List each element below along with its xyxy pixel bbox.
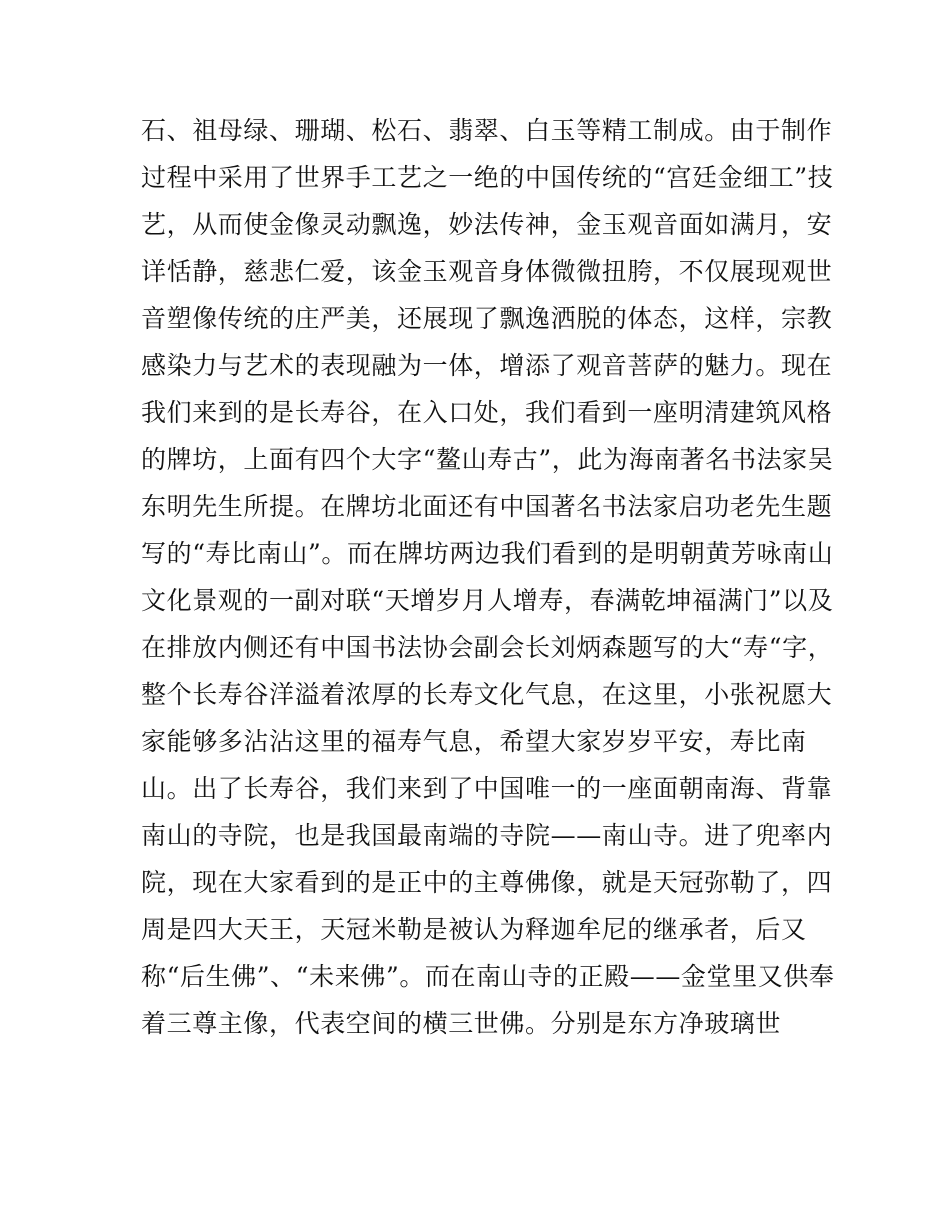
text-line: 写的“寿比南山”。而在牌坊两边我们看到的是明朝黄芳咏南山 (141, 539, 834, 568)
text-line: 的牌坊，上面有四个大字“鳌山寿古”，此为海南著名书法家吴 (141, 445, 834, 474)
text-line: 称“后生佛”、“未来佛”。而在南山寺的正殿——金堂里又供奉 (141, 962, 835, 991)
text-line: 东明先生所提。在牌坊北面还有中国著名书法家启功老先生题 (141, 492, 833, 521)
body-text (141, 107, 835, 1047)
text-line: 着三尊主像，代表空间的横三世佛。分别是东方净玻璃世 (141, 1009, 782, 1038)
text-line: 周是四大天王，天冠米勒是被认为释迦牟尼的继承者，后又 (141, 915, 807, 944)
text-line: 院，现在大家看到的是正中的主尊佛像，就是天冠弥勒了，四 (141, 868, 833, 897)
text-line: 过程中采用了世界手工艺之一绝的中国传统的“宫廷金细工”技 (141, 163, 834, 192)
text-line: 我们来到的是长寿谷，在入口处，我们看到一座明清建筑风格 (141, 398, 833, 427)
text-line: 在排放内侧还有中国书法协会副会长刘炳森题写的大“寿“字， (141, 633, 834, 662)
text-line: 艺，从而使金像灵动飘逸，妙法传神，金玉观音面如满月，安 (141, 210, 833, 239)
text-line: 详恬静，慈悲仁爱，该金玉观音身体微微扭胯，不仅展现观世 (141, 257, 833, 286)
text-line: 音塑像传统的庄严美，还展现了飘逸洒脱的体态，这样，宗教 (141, 304, 833, 333)
text-line: 南山的寺院，也是我国最南端的寺院——南山寺。进了兜率内 (141, 821, 833, 850)
text-line: 整个长寿谷洋溢着浓厚的长寿文化气息，在这里，小张祝愿大 (141, 680, 833, 709)
text-line: 家能够多沾沾这里的福寿气息，希望大家岁岁平安，寿比南 (141, 727, 807, 756)
text-line: 石、祖母绿、珊瑚、松石、翡翠、白玉等精工制成。由于制作 (141, 116, 833, 145)
text-line: 感染力与艺术的表现融为一体，增添了观音菩萨的魅力。现在 (141, 351, 833, 380)
text-line: 文化景观的一副对联“天增岁月人增寿，春满乾坤福满门”以及 (141, 586, 834, 615)
text-line: 山。出了长寿谷，我们来到了中国唯一的一座面朝南海、背靠 (141, 774, 833, 803)
